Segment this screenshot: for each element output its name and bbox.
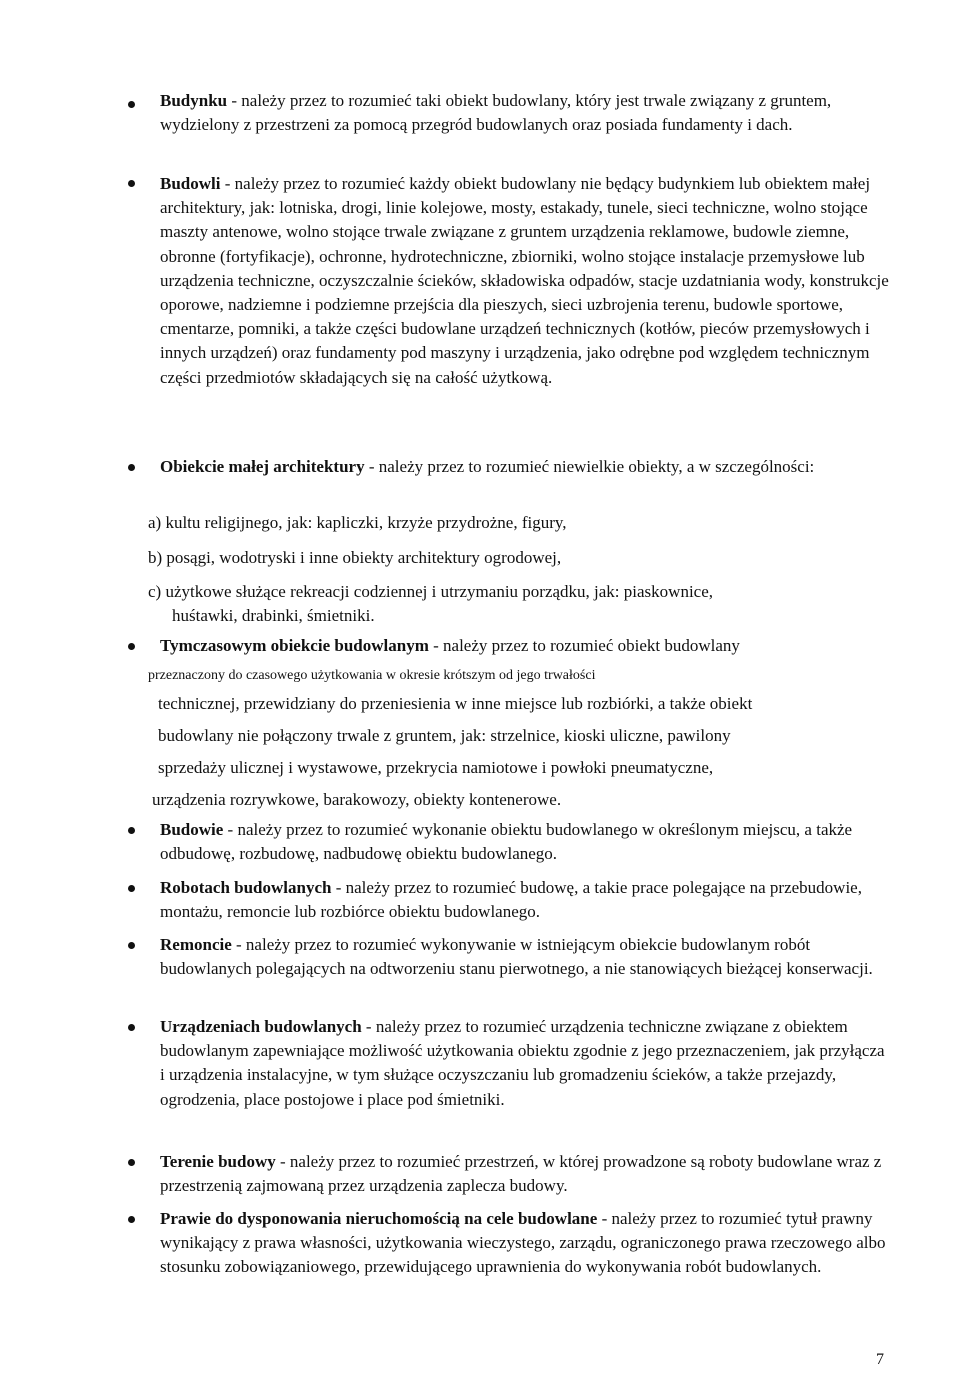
definition-text: - należy przez to rozumieć obiekt budowlany: [428, 636, 740, 655]
page-number: 7: [876, 1351, 884, 1368]
bullet-icon: [128, 942, 135, 949]
text-line: sprzedaży ulicznej i wystawowe, przekrycia namiotowe i powłoki pneumatyczne,: [158, 758, 714, 777]
bullet-icon: [128, 885, 135, 892]
list-line: a) kultu religijnego, jak: kapliczki, krzyże przydrożne, figury,: [148, 513, 567, 532]
definition-text: - należy przez to rozumieć urządzenia techniczne związane z obiektem budowlanym zapewniające możliwość użytkowania obiektu zgodnie z jego przeznaczeniem, jak przyłącza i urządzenia instalacyjne, w tym służące oczyszczaniu lub gromadzeniu ścieków, a także przejazdy, ogrodzenia, place postojowe i place pod śmietniki.: [160, 1017, 885, 1109]
text-line: budowlany nie połączony trwale z gruntem, jak: strzelnice, kioski uliczne, pawilony: [158, 726, 731, 745]
bullet-icon: [128, 1159, 135, 1166]
definition-text: - należy przez to rozumieć przestrzeń, w której prowadzone są roboty budowlane wraz z przestrzenią zajmowaną przez urządzenia zaplecza budowy.: [160, 1152, 882, 1196]
definition-item: [160, 634, 890, 658]
list-line: huśtawki, drabinki, śmietniki.: [172, 606, 375, 625]
bullet-icon: [128, 101, 135, 108]
definition-item: [160, 89, 890, 137]
text-line: technicznej, przewidziany do przeniesienia w inne miejsce lub rozbiórki, a także obiekt: [158, 694, 753, 713]
definition-item: [160, 1150, 890, 1198]
definition-text: - należy przez to rozumieć każdy obiekt budowlany nie będący budynkiem lub obiektem małej architektury, jak: lotniska, drogi, linie kolejowe, mosty, estakady, tunele, sieci techniczne, wolno stojące maszty antenowe, wolno stojące trwale związane z gruntem urządzenia reklamowe, budowle ziemne, obronne (fortyfikacje), ochronne, hydrotechniczne, zbiorniki, wolno stojące instalacje przemysłowe lub urządzenia techniczne, oczyszczalnie ścieków, składowiska odpadów, stacje uzdatniania wody, konstrukcje oporowe, nadziemne i podziemne przejścia dla pieszych, sieci uzbrojenia terenu, budowle sportowe, cmentarze, pomniki, a także części budowlane urządzeń technicznych (kotłów, pieców przemysłowych i innych urządzeń) oraz fundamenty pod maszyny i urządzenia, jako odrębne pod względem technicznym części przedmiotów składających się na całość użytkową.: [160, 174, 889, 387]
bullet-icon: [128, 1216, 135, 1223]
definition-term: Remoncie: [160, 935, 232, 954]
definition-text: - należy przez to rozumieć niewielkie obiekty, a w szczególności:: [364, 457, 815, 476]
definition-item: [160, 876, 890, 924]
list-line: c) użytkowe służące rekreacji codziennej i utrzymaniu porządku, jak: piaskownice,: [148, 582, 714, 601]
definition-text: - należy przez to rozumieć wykonywanie w istniejącym obiekcie budowlanym robót budowlanych polegających na odtworzeniu stanu pierwotnego, a nie stanowiących bieżącej konserwacji.: [160, 935, 873, 979]
bullet-icon: [128, 643, 135, 650]
bullet-icon: [128, 827, 135, 834]
definition-term: Robotach budowlanych: [160, 878, 332, 897]
definition-term: Urządzeniach budowlanych: [160, 1017, 362, 1036]
definition-text: - należy przez to rozumieć tytuł prawny wynikający z prawa własności, użytkowania wieczystego, zarządu, ograniczonego prawa rzeczowego albo stosunku zobowiązaniowego, przewidującego uprawnienia do wykonywania robót budowlanych.: [160, 1209, 886, 1277]
definition-term: Terenie budowy: [160, 1152, 276, 1171]
bullet-icon: [128, 464, 135, 471]
definition-term: Budowie: [160, 820, 224, 839]
definition-item: [160, 1207, 890, 1280]
list-line: b) posągi, wodotryski i inne obiekty architektury ogrodowej,: [148, 548, 562, 567]
bullet-icon: [128, 180, 135, 187]
text-line: urządzenia rozrywkowe, barakowozy, obiekty kontenerowe.: [152, 790, 562, 809]
text-line: przeznaczony do czasowego użytkowania w okresie krótszym od jego trwałości: [148, 668, 596, 683]
definition-text: - należy przez to rozumieć budowę, a takie prace polegające na przebudowie, montażu, remoncie lub rozbiórce obiektu budowlanego.: [160, 878, 862, 922]
definition-item: [160, 933, 890, 981]
definition-term: Obiekcie małej architektury: [160, 457, 365, 476]
bullet-icon: [128, 1024, 135, 1031]
definition-term: Budynku: [160, 91, 228, 110]
definition-term: Prawie do dysponowania nieruchomością na cele budowlane: [160, 1209, 598, 1228]
definition-text: - należy przez to rozumieć wykonanie obiektu budowlanego w określonym miejscu, a także odbudowę, rozbudowę, nadbudowę obiektu budowlanego.: [160, 820, 853, 864]
definition-item: [160, 818, 890, 866]
definition-text: - należy przez to rozumieć taki obiekt budowlany, który jest trwale związany z gruntem, wydzielony z przestrzeni za pomocą przegród budowlanych oraz posiada fundamenty i dach.: [160, 91, 832, 135]
definition-item: [160, 455, 890, 479]
definition-item: [160, 1015, 890, 1112]
definition-term: Tymczasowym obiekcie budowlanym: [160, 636, 429, 655]
definition-item: [160, 172, 890, 390]
definition-term: Budowli: [160, 174, 221, 193]
